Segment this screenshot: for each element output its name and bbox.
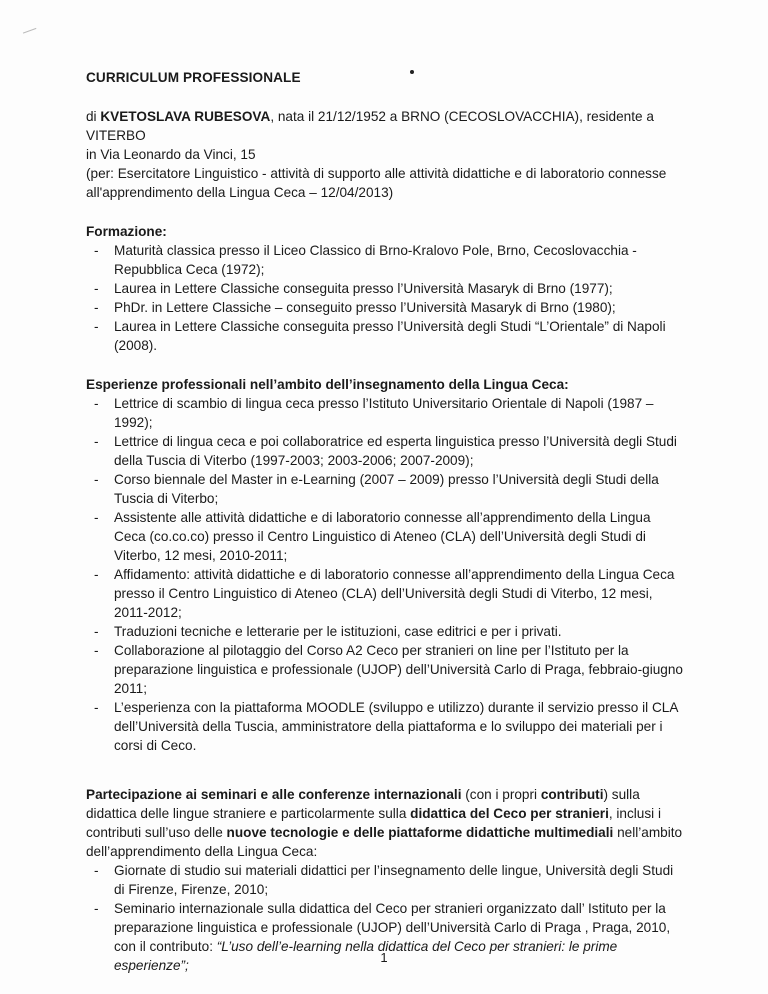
list-item: - Lettrice di lingua ceca e poi collaboratrice ed esperta linguistica presso l’Università degli Studi della Tuscia di Viterbo (1997-2003; 2003-2006; 2007-2009); [86, 432, 686, 470]
list-item: - Assistente alle attività didattiche e di laboratorio connesse all’apprendimento della Lingua Ceca (co.co.co) presso il Centro Linguistico di Ateneo (CLA) dell’Università degli Studi di Viterbo, 12 mesi, 2010-2011; [86, 508, 686, 565]
section-title-esperienze: Esperienze professionali nell’ambito dell’insegnamento della Lingua Ceca: [86, 377, 569, 392]
list-item: - Traduzioni tecniche e letterarie per le istituzioni, case editrici e per i privati. [86, 622, 686, 641]
list-item: - L’esperienza con la piattaforma MOODLE (sviluppo e utilizzo) durante il servizio presso il CLA dell’Università della Tuscia, amministratore della piattaforma e lo sviluppo dei materiali per i corsi di Ceco. [86, 698, 686, 755]
intro-line-4: all'apprendimento della Lingua Ceca – 12/04/2013) [86, 185, 394, 200]
list-item: - PhDr. in Lettere Classiche – conseguito presso l’Università Masaryk di Brno (1980); [86, 298, 686, 317]
list-item: - Affidamento: attività didattiche e di laboratorio connesse all’apprendimento della Lingua Ceca presso il Centro Linguistico di Ateneo (CLA) dell’Università degli Studi di Viterbo, 12 mesi, 2011-2012; [86, 565, 686, 622]
partecipazione-intro: Partecipazione ai seminari e alle conferenze internazionali (con i propri contributi) sulla didattica delle lingue straniere e particolarmente sulla didattica del Ceco per stranieri, inclusi i contributi sull’uso delle nuove tecnologie e delle piattaforme didattiche multimediali nell’ambito dell’apprendimento della Lingua Ceca: [86, 787, 683, 859]
intro-line-2: in Via Leonardo da Vinci, 15 [86, 147, 256, 162]
scan-mark [23, 28, 39, 41]
person-name: KVETOSLAVA RUBESOVA [100, 109, 271, 124]
list-item: - Lettrice di scambio di lingua ceca presso l’Istituto Universitario Orientale di Napoli (1987 – 1992); [86, 394, 686, 432]
list-item: - Maturità classica presso il Liceo Classico di Brno-Kralovo Pole, Brno, Cecoslovacchia - Repubblica Ceca (1972); [86, 241, 686, 279]
list-item: - Seminario internazionale sulla didattica del Ceco per stranieri organizzato dall’ Istituto per la preparazione linguistica e professionale (UJOP) dell’Università Carlo di Praga , Praga, 2010, con il contributo: “L’uso dell’e-learning nella didattica del Ceco per stranieri: le prime esperienze”; [86, 899, 686, 975]
intro-line-1: di KVETOSLAVA RUBESOVA, nata il 21/12/1952 a BRNO (CECOSLOVACCHIA), residente a VITERBO [86, 109, 654, 143]
section-title-formazione: Formazione: [86, 224, 167, 239]
document-body [86, 68, 686, 975]
list-item: - Laurea in Lettere Classiche conseguita presso l’Università degli Studi “L’Orientale” di Napoli (2008). [86, 317, 686, 355]
document-title: CURRICULUM PROFESSIONALE [86, 70, 301, 85]
esperienze-list [86, 394, 686, 755]
list-item: - Collaborazione al pilotaggio del Corso A2 Ceco per stranieri on line per l’Istituto per la preparazione linguistica e professionale (UJOP) dell’Università Carlo di Praga, febbraio-giugno 2011; [86, 641, 686, 698]
list-item: - Giornate di studio sui materiali didattici per l’insegnamento delle lingue, Università degli Studi di Firenze, Firenze, 2010; [86, 861, 686, 899]
formazione-list [86, 241, 686, 355]
intro-line-3: (per: Esercitatore Linguistico - attività di supporto alle attività didattiche e di laboratorio connesse [86, 166, 667, 181]
page-number: 1 [380, 950, 388, 965]
list-item: - Laurea in Lettere Classiche conseguita presso l’Università Masaryk di Brno (1977); [86, 279, 686, 298]
list-item: - Corso biennale del Master in e-Learning (2007 – 2009) presso l’Università degli Studi della Tuscia di Viterbo; [86, 470, 686, 508]
